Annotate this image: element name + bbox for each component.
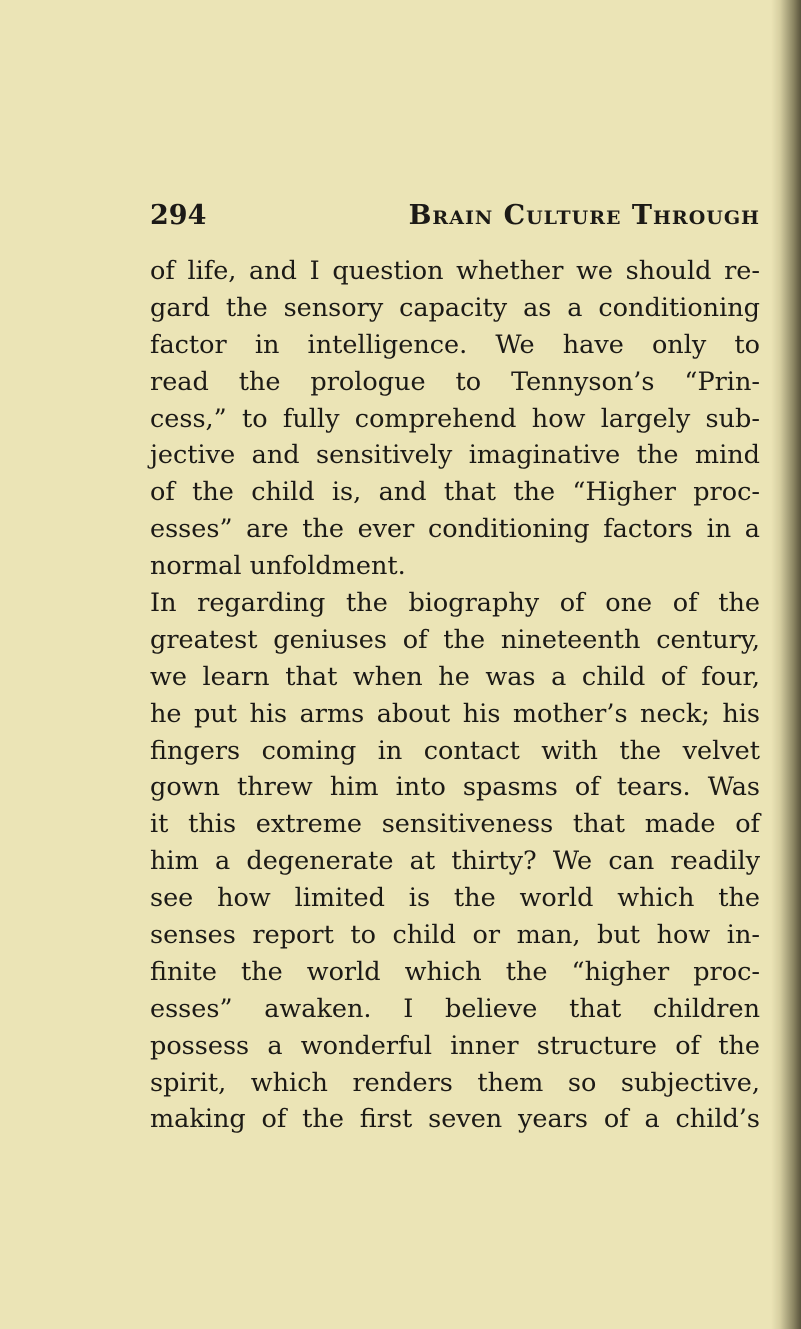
text-line: esses” awaken. I believe that children (150, 993, 760, 1024)
text-line: spirit, which renders them so subjective, (150, 1067, 760, 1098)
text-line: see how limited is the world which the (150, 883, 760, 914)
text-line: normal unfoldment. (150, 551, 406, 582)
text-line: factor in intelligence. We have only to (150, 329, 760, 360)
text-line: In regarding the biography of one of the (150, 588, 760, 619)
page-edge-shadow (771, 0, 801, 1329)
text-line: gard the sensory capacity as a conditioning (150, 292, 760, 323)
text-line: fingers coming in contact with the velvet (150, 735, 760, 766)
text-line: gown threw him into spasms of tears. Was (150, 772, 760, 803)
text-line: senses report to child or man, but how in- (150, 920, 760, 951)
page-number: 294 (150, 200, 207, 231)
text-line: him a degenerate at thirty? We can readily (150, 846, 760, 877)
text-line: read the prologue to Tennyson’s “Prin- (150, 366, 760, 397)
text-line: of life, and I question whether we should re- (150, 256, 760, 286)
page-header (150, 196, 760, 236)
text-line: finite the world which the “higher proc- (150, 956, 760, 987)
text-line: he put his arms about his mother’s neck; his (150, 698, 760, 729)
text-line: of the child is, and that the “Higher proc- (150, 477, 760, 508)
text-line: we learn that when he was a child of four, (150, 661, 760, 692)
text-line: esses” are the ever conditioning factors in a (150, 514, 760, 545)
text-line: cess,” to fully comprehend how largely sub- (150, 403, 760, 434)
text-line: greatest geniuses of the nineteenth century, (150, 624, 760, 655)
text-line: jective and sensitively imaginative the mind (150, 440, 760, 471)
text-line: making of the first seven years of a child’s (150, 1104, 760, 1135)
body-text (150, 253, 760, 1138)
running-head: Brain Culture Through (408, 200, 760, 231)
text-line: possess a wonderful inner structure of the (150, 1030, 760, 1061)
text-line: it this extreme sensitiveness that made of (150, 809, 760, 840)
